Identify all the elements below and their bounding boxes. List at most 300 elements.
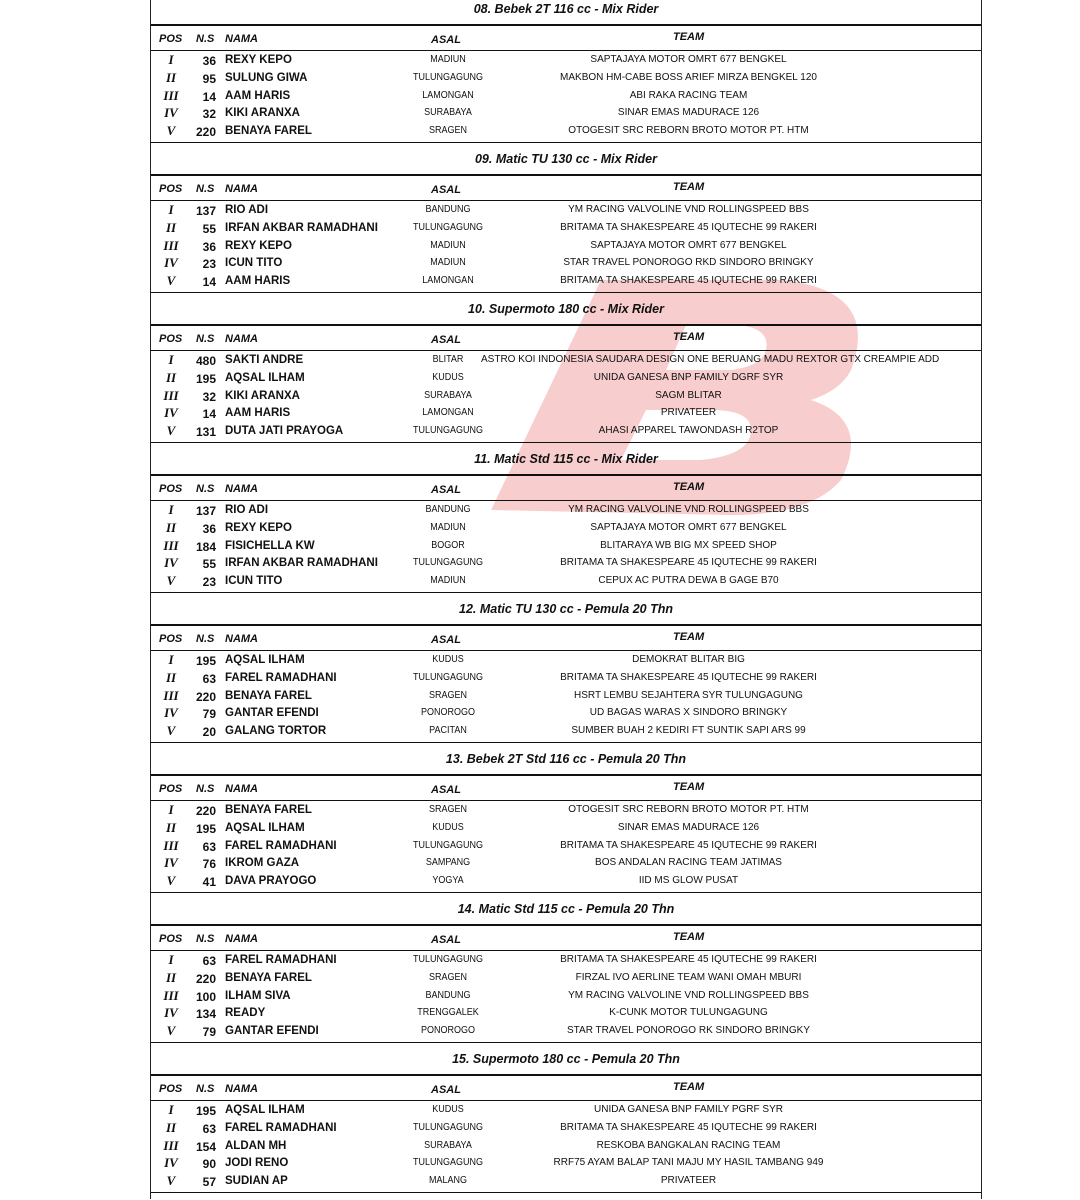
header-nama: NAMA <box>225 933 258 945</box>
divider <box>151 500 981 501</box>
cell-pos: III <box>163 388 179 403</box>
table-row <box>151 857 981 875</box>
cell-team: SAPTAJAYA MOTOR OMRT 677 BENGKEL <box>590 522 787 533</box>
header-ns: N.S <box>196 33 215 45</box>
cell-team: IID MS GLOW PUSAT <box>638 875 739 886</box>
cell-team: UD BAGAS WARAS X SINDORO BRINGKY <box>589 707 788 718</box>
table-row <box>151 257 981 275</box>
table-row <box>151 354 981 372</box>
cell-asal: MADIUN <box>430 240 466 251</box>
cell-pos: IV <box>164 1005 178 1020</box>
cell-pos: III <box>163 88 179 103</box>
cell-ns: 137 <box>195 204 216 218</box>
cell-ns: 220 <box>195 972 216 986</box>
cell-ns: 32 <box>202 107 216 121</box>
cell-pos: I <box>168 352 174 367</box>
divider <box>151 474 981 476</box>
cell-ns: 36 <box>202 522 216 536</box>
divider <box>151 650 981 651</box>
cell-pos: I <box>168 202 174 217</box>
table-row <box>151 372 981 390</box>
cell-team: BRITAMA TA SHAKESPEARE 45 IQUTECHE 99 RAKERI <box>560 557 817 568</box>
cell-asal: SURABAYA <box>424 107 472 118</box>
cell-team: BRITAMA TA SHAKESPEARE 45 IQUTECHE 99 RAKERI <box>560 222 817 233</box>
cell-ns: 195 <box>195 372 216 386</box>
cell-nama: GANTAR EFENDI <box>225 707 319 719</box>
cell-team: SAPTAJAYA MOTOR OMRT 677 BENGKEL <box>590 54 787 65</box>
cell-team: PRIVATEER <box>660 1175 717 1186</box>
cell-team: RESKOBA BANGKALAN RACING TEAM <box>596 1140 781 1151</box>
header-team: TEAM <box>673 481 705 493</box>
cell-pos: IV <box>164 405 178 420</box>
cell-nama: GALANG TORTOR <box>225 725 327 737</box>
cell-pos: I <box>168 652 174 667</box>
cell-asal: SRAGEN <box>428 690 467 701</box>
cell-asal: SAMPANG <box>425 857 471 868</box>
cell-pos: I <box>168 952 174 967</box>
cell-ns: 90 <box>202 1157 216 1171</box>
cell-pos: V <box>166 1173 176 1188</box>
header-ns: N.S <box>196 1083 215 1095</box>
cell-ns: 32 <box>202 390 216 404</box>
cell-ns: 14 <box>202 275 216 289</box>
cell-ns: 220 <box>195 690 216 704</box>
cell-team: ABI RAKA RACING TEAM <box>629 90 748 101</box>
cell-nama: BENAYA FAREL <box>225 125 312 137</box>
header-asal: ASAL <box>431 934 461 946</box>
cell-nama: AAM HARIS <box>225 275 291 287</box>
header-pos: POS <box>159 633 183 645</box>
divider <box>151 174 981 176</box>
cell-asal: MADIUN <box>430 54 466 65</box>
cell-ns: 36 <box>202 54 216 68</box>
cell-team: SUMBER BUAH 2 KEDIRI FT SUNTIK SAPI ARS 99 <box>571 725 806 736</box>
results-document <box>150 0 982 1199</box>
header-pos: POS <box>159 33 183 45</box>
cell-pos: IV <box>164 555 178 570</box>
cell-nama: REXY KEPO <box>225 522 292 534</box>
cell-asal: SRAGEN <box>428 972 467 983</box>
cell-asal: KUDUS <box>432 1104 464 1115</box>
section-title: 14. Matic Std 115 cc - Pemula 20 Thn <box>457 902 675 916</box>
cell-asal: KUDUS <box>432 372 464 383</box>
cell-ns: 134 <box>195 1007 216 1021</box>
cell-ns: 79 <box>202 1025 216 1039</box>
cell-nama: RIO ADI <box>225 204 269 216</box>
cell-nama: IKROM GAZA <box>225 857 300 869</box>
table-row <box>151 840 981 858</box>
divider <box>151 624 981 626</box>
cell-pos: IV <box>164 855 178 870</box>
cell-team: MAKBON HM-CABE BOSS ARIEF MIRZA BENGKEL 120 <box>560 72 817 83</box>
cell-team: YM RACING VALVOLINE VND ROLLINGSPEED BBS <box>568 990 809 1001</box>
cell-pos: III <box>163 538 179 553</box>
table-row <box>151 522 981 540</box>
table-row <box>151 822 981 840</box>
cell-pos: V <box>166 1023 176 1038</box>
cell-nama: SULUNG GIWA <box>225 72 308 84</box>
cell-nama: FAREL RAMADHANI <box>225 672 337 684</box>
cell-ns: 57 <box>202 1175 216 1189</box>
cell-team: CEPUX AC PUTRA DEWA B GAGE B70 <box>598 575 779 586</box>
table-row <box>151 557 981 575</box>
cell-pos: II <box>165 370 177 385</box>
divider <box>151 774 981 776</box>
cell-pos: IV <box>164 105 178 120</box>
table-row <box>151 240 981 258</box>
cell-nama: REXY KEPO <box>225 240 292 252</box>
cell-pos: V <box>166 873 176 888</box>
header-pos: POS <box>159 1083 183 1095</box>
cell-asal: TULUNGAGUNG <box>412 672 484 683</box>
cell-asal: MALANG <box>428 1175 467 1186</box>
cell-nama: FAREL RAMADHANI <box>225 954 337 966</box>
header-asal: ASAL <box>431 1084 461 1096</box>
race-class-section <box>151 0 981 150</box>
table-row <box>151 407 981 425</box>
section-title: 09. Matic TU 130 cc - Mix Rider <box>474 152 657 166</box>
cell-asal: TRENGGALEK <box>417 1007 479 1018</box>
table-row <box>151 690 981 708</box>
divider <box>151 350 981 351</box>
cell-team: BRITAMA TA SHAKESPEARE 45 IQUTECHE 99 RAKERI <box>560 672 817 683</box>
table-row <box>151 1007 981 1025</box>
table-row <box>151 540 981 558</box>
cell-asal: TULUNGAGUNG <box>412 954 484 965</box>
cell-nama: ALDAN MH <box>225 1140 287 1152</box>
table-row <box>151 725 981 743</box>
cell-team: YM RACING VALVOLINE VND ROLLINGSPEED BBS <box>568 504 809 515</box>
cell-nama: FAREL RAMADHANI <box>225 840 337 852</box>
cell-ns: 195 <box>195 1104 216 1118</box>
cell-asal: PACITAN <box>429 725 467 736</box>
divider <box>151 924 981 926</box>
cell-asal: PONOROGO <box>420 707 475 718</box>
table-row <box>151 575 981 593</box>
cell-asal: MADIUN <box>430 522 466 533</box>
cell-team: HSRT LEMBU SEJAHTERA SYR TULUNGAGUNG <box>574 690 803 701</box>
cell-asal: MADIUN <box>430 257 466 268</box>
cell-pos: II <box>165 670 177 685</box>
cell-nama: REXY KEPO <box>225 54 292 66</box>
cell-ns: 184 <box>195 540 216 554</box>
cell-asal: BOGOR <box>431 540 465 551</box>
header-pos: POS <box>159 483 183 495</box>
cell-team: BRITAMA TA SHAKESPEARE 45 IQUTECHE 99 RAKERI <box>560 1122 817 1133</box>
cell-pos: I <box>168 1102 174 1117</box>
cell-asal: BANDUNG <box>425 504 471 515</box>
cell-team: BRITAMA TA SHAKESPEARE 45 IQUTECHE 99 RAKERI <box>560 275 817 286</box>
table-row <box>151 72 981 90</box>
cell-ns: 480 <box>195 354 216 368</box>
cell-ns: 63 <box>202 1122 216 1136</box>
cell-pos: IV <box>164 1155 178 1170</box>
cell-pos: II <box>165 220 177 235</box>
header-ns: N.S <box>196 783 215 795</box>
cell-team: SAGM BLITAR <box>655 390 722 401</box>
cell-nama: ICUN TITO <box>225 257 283 269</box>
cell-team: SINAR EMAS MADURACE 126 <box>617 107 760 118</box>
cell-ns: 131 <box>195 425 216 439</box>
cell-pos: II <box>165 1120 177 1135</box>
cell-nama: BENAYA FAREL <box>225 972 312 984</box>
header-team: TEAM <box>673 181 705 193</box>
cell-ns: 20 <box>202 725 216 739</box>
header-ns: N.S <box>196 333 215 345</box>
cell-ns: 195 <box>195 654 216 668</box>
cell-team: STAR TRAVEL PONOROGO RKD SINDORO BRINGKY <box>563 257 814 268</box>
cell-team: UNIDA GANESA BNP FAMILY DGRF SYR <box>593 372 784 383</box>
table-row <box>151 654 981 672</box>
section-title: 08. Bebek 2T 116 cc - Mix Rider <box>473 2 659 16</box>
cell-nama: GANTAR EFENDI <box>225 1025 319 1037</box>
cell-ns: 14 <box>202 407 216 421</box>
section-title: 13. Bebek 2T Std 116 cc - Pemula 20 Thn <box>445 752 687 766</box>
divider <box>151 324 981 326</box>
header-ns: N.S <box>196 183 215 195</box>
cell-ns: 195 <box>195 822 216 836</box>
cell-nama: AAM HARIS <box>225 90 291 102</box>
table-row <box>151 804 981 822</box>
cell-asal: SRAGEN <box>428 125 467 136</box>
cell-pos: IV <box>164 255 178 270</box>
cell-ns: 79 <box>202 707 216 721</box>
cell-nama: BENAYA FAREL <box>225 804 312 816</box>
cell-team: UNIDA GANESA BNP FAMILY PGRF SYR <box>594 1104 783 1115</box>
cell-nama: BENAYA FAREL <box>225 690 312 702</box>
cell-ns: 76 <box>202 857 216 871</box>
table-row <box>151 222 981 240</box>
header-team: TEAM <box>673 1081 705 1093</box>
cell-team: BLITARAYA WB BIG MX SPEED SHOP <box>600 540 777 551</box>
cell-nama: AQSAL ILHAM <box>225 822 305 834</box>
table-row <box>151 90 981 108</box>
header-team: TEAM <box>673 781 705 793</box>
cell-asal: BANDUNG <box>425 204 471 215</box>
cell-nama: IRFAN AKBAR RAMADHANI <box>225 557 378 569</box>
cell-nama: JODI RENO <box>225 1157 289 1169</box>
header-team: TEAM <box>673 631 705 643</box>
cell-ns: 23 <box>202 257 216 271</box>
cell-ns: 23 <box>202 575 216 589</box>
table-row <box>151 275 981 293</box>
table-row <box>151 1104 981 1122</box>
cell-pos: I <box>168 802 174 817</box>
cell-team: YM RACING VALVOLINE VND ROLLINGSPEED BBS <box>568 204 809 215</box>
header-nama: NAMA <box>225 183 258 195</box>
header-asal: ASAL <box>431 634 461 646</box>
header-pos: POS <box>159 333 183 345</box>
cell-ns: 55 <box>202 557 216 571</box>
cell-asal: SURABAYA <box>424 390 472 401</box>
cell-asal: MADIUN <box>430 575 466 586</box>
cell-asal: BANDUNG <box>425 990 471 1001</box>
cell-nama: KIKI ARANXA <box>225 107 300 119</box>
cell-ns: 41 <box>202 875 216 889</box>
cell-ns: 55 <box>202 222 216 236</box>
cell-team: K-CUNK MOTOR TULUNGAGUNG <box>609 1007 768 1018</box>
cell-asal: LAMONGAN <box>422 407 474 418</box>
section-title: 12. Matic TU 130 cc - Pemula 20 Thn <box>459 602 673 616</box>
divider <box>151 1100 981 1101</box>
cell-asal: LAMONGAN <box>422 275 474 286</box>
table-row <box>151 1140 981 1158</box>
cell-team: RRF75 AYAM BALAP TANI MAJU MY HASIL TAMBANG 949 <box>553 1157 824 1168</box>
cell-ns: 63 <box>202 672 216 686</box>
cell-asal: TULUNGAGUNG <box>412 222 484 233</box>
cell-nama: SAKTI ANDRE <box>225 354 304 366</box>
divider <box>151 50 981 51</box>
race-class-section <box>151 900 981 1050</box>
header-asal: ASAL <box>431 334 461 346</box>
cell-pos: V <box>166 273 176 288</box>
cell-ns: 220 <box>195 804 216 818</box>
cell-nama: FISICHELLA KW <box>225 540 315 552</box>
cell-team: DEMOKRAT BLITAR BIG <box>632 654 745 665</box>
cell-ns: 220 <box>195 125 216 139</box>
header-asal: ASAL <box>431 34 461 46</box>
cell-ns: 154 <box>195 1140 216 1154</box>
header-pos: POS <box>159 933 183 945</box>
cell-pos: I <box>168 502 174 517</box>
table-row <box>151 425 981 443</box>
race-class-section <box>151 450 981 600</box>
cell-nama: RIO ADI <box>225 504 269 516</box>
cell-ns: 14 <box>202 90 216 104</box>
cell-nama: FAREL RAMADHANI <box>225 1122 337 1134</box>
cell-team: BRITAMA TA SHAKESPEARE 45 IQUTECHE 99 RAKERI <box>560 840 817 851</box>
cell-pos: III <box>163 238 179 253</box>
race-class-section <box>151 1050 981 1200</box>
cell-ns: 63 <box>202 840 216 854</box>
cell-asal: KUDUS <box>432 654 464 665</box>
table-row <box>151 107 981 125</box>
header-ns: N.S <box>196 483 215 495</box>
table-row <box>151 707 981 725</box>
cell-pos: II <box>165 70 177 85</box>
cell-team: STAR TRAVEL PONOROGO RK SINDORO BRINGKY <box>566 1025 810 1036</box>
header-nama: NAMA <box>225 783 258 795</box>
header-ns: N.S <box>196 933 215 945</box>
cell-team: PRIVATEER <box>660 407 717 418</box>
section-title: 15. Supermoto 180 cc - Pemula 20 Thn <box>452 1052 680 1066</box>
cell-asal: TULUNGAGUNG <box>412 72 484 83</box>
table-row <box>151 390 981 408</box>
cell-ns: 100 <box>195 990 216 1004</box>
header-nama: NAMA <box>225 33 258 45</box>
header-asal: ASAL <box>431 184 461 196</box>
cell-asal: KUDUS <box>432 822 464 833</box>
cell-pos: IV <box>164 705 178 720</box>
table-row <box>151 972 981 990</box>
cell-pos: III <box>163 988 179 1003</box>
cell-team: AHASI APPAREL TAWONDASH R2TOP <box>598 425 779 436</box>
table-row <box>151 1175 981 1193</box>
cell-nama: ICUN TITO <box>225 575 283 587</box>
cell-nama: AQSAL ILHAM <box>225 654 305 666</box>
section-title: 11. Matic Std 115 cc - Mix Rider <box>474 452 658 466</box>
cell-nama: DAVA PRAYOGO <box>225 875 317 887</box>
divider <box>151 950 981 951</box>
cell-nama: ILHAM SIVA <box>225 990 291 1002</box>
cell-ns: 63 <box>202 954 216 968</box>
cell-nama: DUTA JATI PRAYOGA <box>225 425 344 437</box>
cell-pos: III <box>163 688 179 703</box>
cell-nama: KIKI ARANXA <box>225 390 300 402</box>
cell-nama: SUDIAN AP <box>225 1175 288 1187</box>
cell-team: BRITAMA TA SHAKESPEARE 45 IQUTECHE 99 RAKERI <box>560 954 817 965</box>
cell-asal: TULUNGAGUNG <box>412 1157 484 1168</box>
race-class-section <box>151 300 981 450</box>
divider <box>151 200 981 201</box>
header-nama: NAMA <box>225 633 258 645</box>
table-row <box>151 954 981 972</box>
table-row <box>151 672 981 690</box>
cell-pos: II <box>165 520 177 535</box>
cell-pos: I <box>168 52 174 67</box>
cell-ns: 36 <box>202 240 216 254</box>
header-team: TEAM <box>673 31 705 43</box>
header-nama: NAMA <box>225 1083 258 1095</box>
race-class-section <box>151 750 981 900</box>
cell-team: BOS ANDALAN RACING TEAM JATIMAS <box>595 857 782 868</box>
cell-asal: TULUNGAGUNG <box>412 557 484 568</box>
cell-nama: AAM HARIS <box>225 407 291 419</box>
cell-team: OTOGESIT SRC REBORN BROTO MOTOR PT. HTM <box>568 804 809 815</box>
cell-asal: SRAGEN <box>428 804 467 815</box>
cell-nama: IRFAN AKBAR RAMADHANI <box>225 222 378 234</box>
cell-asal: BLITAR <box>432 354 464 365</box>
table-row <box>151 990 981 1008</box>
table-row <box>151 875 981 893</box>
cell-asal: LAMONGAN <box>422 90 474 101</box>
header-asal: ASAL <box>431 784 461 796</box>
cell-pos: II <box>165 820 177 835</box>
header-nama: NAMA <box>225 333 258 345</box>
cell-nama: AQSAL ILHAM <box>225 372 305 384</box>
table-row <box>151 204 981 222</box>
cell-nama: AQSAL ILHAM <box>225 1104 305 1116</box>
header-team: TEAM <box>673 331 705 343</box>
cell-asal: PONOROGO <box>420 1025 475 1036</box>
section-title: 10. Supermoto 180 cc - Mix Rider <box>468 302 664 316</box>
divider <box>151 1074 981 1076</box>
cell-ns: 137 <box>195 504 216 518</box>
cell-pos: II <box>165 970 177 985</box>
cell-pos: V <box>166 723 176 738</box>
race-class-section <box>151 600 981 750</box>
race-class-section <box>151 150 981 300</box>
cell-asal: TULUNGAGUNG <box>412 840 484 851</box>
divider <box>151 800 981 801</box>
header-pos: POS <box>159 783 183 795</box>
header-nama: NAMA <box>225 483 258 495</box>
header-asal: ASAL <box>431 484 461 496</box>
cell-pos: V <box>166 573 176 588</box>
cell-asal: SURABAYA <box>424 1140 472 1151</box>
cell-pos: III <box>163 1138 179 1153</box>
divider <box>151 24 981 26</box>
cell-asal: TULUNGAGUNG <box>412 1122 484 1133</box>
cell-nama: READY <box>225 1007 266 1019</box>
cell-team: SAPTAJAYA MOTOR OMRT 677 BENGKEL <box>590 240 787 251</box>
cell-asal: TULUNGAGUNG <box>412 425 484 436</box>
table-row <box>151 504 981 522</box>
cell-team: ASTRO KOI INDONESIA SAUDARA DESIGN ONE BERUANG MADU REXTOR GTX CREAMPIE ADD <box>481 354 940 365</box>
cell-ns: 95 <box>202 72 216 86</box>
header-team: TEAM <box>673 931 705 943</box>
table-row <box>151 1157 981 1175</box>
